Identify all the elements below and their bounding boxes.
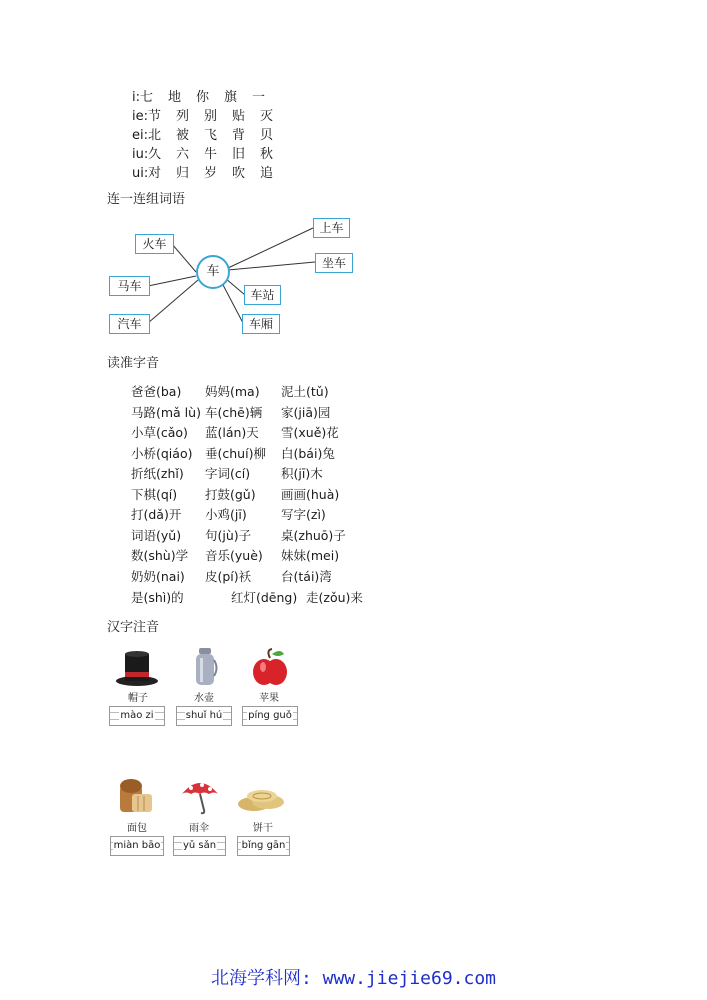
read-item: 雪(xuě)花 (281, 425, 339, 440)
item-name: 雨伞 (189, 823, 209, 834)
biscuit-icon (236, 782, 288, 814)
read-item: 字词(cí) (205, 466, 251, 481)
item-name: 面包 (127, 823, 147, 834)
word-box-right-1[interactable]: 上车 (313, 218, 350, 238)
connect-lines (0, 0, 707, 360)
vowel-row-ie: ie:节 列 别 贴 灭 (132, 109, 274, 124)
word-box-left-1[interactable]: 火车 (135, 234, 174, 254)
read-item: 画画(huà) (281, 487, 340, 502)
read-item: 小草(cǎo) (131, 425, 188, 440)
item-name: 帽子 (128, 693, 148, 704)
word-box-right-4[interactable]: 车厢 (242, 314, 280, 334)
read-item: 下棋(qí) (131, 487, 178, 502)
read-item: 小桥(qiáo) (131, 446, 193, 461)
read-item: 积(jī)木 (281, 466, 323, 481)
pinyin-box[interactable]: bǐng gān (237, 836, 290, 856)
word-box-left-2[interactable]: 马车 (109, 276, 150, 296)
pinyin-box[interactable]: píng guǒ (242, 706, 298, 726)
bread-icon (116, 776, 156, 816)
pinyin-box[interactable]: yǔ sǎn (173, 836, 226, 856)
kettle-icon (190, 646, 220, 688)
read-item: 句(jù)子 (205, 528, 252, 543)
vowel-row-iu: iu:久 六 牛 旧 秋 (132, 147, 274, 162)
read-item: 白(bái)兔 (281, 446, 335, 461)
section-title-read: 读准字音 (107, 356, 160, 371)
read-item: 爸爸(ba) (131, 384, 182, 399)
word-box-right-3[interactable]: 车站 (244, 285, 281, 305)
read-item: 车(chē)辆 (205, 405, 263, 420)
pinyin-box[interactable]: miàn bāo (110, 836, 164, 856)
word-box-left-3[interactable]: 汽车 (109, 314, 150, 334)
read-item: 妈妈(ma) (205, 384, 260, 399)
read-item: 词语(yǔ) (131, 528, 182, 543)
read-item: 马路(mǎ lù) (131, 405, 201, 420)
read-item: 皮(pí)袄 (205, 569, 252, 584)
read-item: 写字(zì) (281, 507, 326, 522)
read-item: 台(tái)湾 (281, 569, 332, 584)
word-box-right-2[interactable]: 坐车 (315, 253, 353, 273)
pinyin-box[interactable]: shuǐ hú (176, 706, 232, 726)
pinyin-box[interactable]: mào zi (109, 706, 165, 726)
read-item: 数(shù)学 (131, 548, 189, 563)
item-name: 饼干 (253, 823, 273, 834)
hat-icon (114, 648, 160, 688)
section-title-connect: 连一连组词语 (107, 192, 186, 207)
umbrella-icon (180, 776, 220, 818)
read-item: 桌(zhuō)子 (281, 528, 346, 543)
read-item: 奶奶(nai) (131, 569, 185, 584)
vowel-row-ei: ei:北 被 飞 背 贝 (132, 128, 274, 143)
read-item: 音乐(yuè) (205, 548, 263, 563)
item-name: 苹果 (259, 693, 279, 704)
read-item: 走(zǒu)来 (306, 590, 363, 605)
read-item: 是(shì)的 (131, 590, 184, 605)
vowel-row-ui: ui:对 归 岁 吹 追 (132, 166, 274, 181)
apple-icon (252, 648, 288, 688)
item-name: 水壶 (194, 693, 214, 704)
section-title-pinyin: 汉字注音 (107, 620, 160, 635)
read-item: 妹妹(mei) (281, 548, 340, 563)
read-item: 家(jiā)园 (281, 405, 331, 420)
read-item: 打(dǎ)开 (131, 507, 182, 522)
read-item: 打鼓(gǔ) (205, 487, 256, 502)
read-item: 垂(chuí)柳 (205, 446, 266, 461)
center-char-circle[interactable]: 车 (196, 255, 230, 289)
read-item: 蓝(lán)天 (205, 425, 259, 440)
read-item: 折纸(zhǐ) (131, 466, 184, 481)
footer-watermark[interactable]: 北海学科网: www.jiejie69.com (210, 968, 497, 989)
read-item: 小鸡(jī) (205, 507, 247, 522)
read-item: 泥土(tǔ) (281, 384, 329, 399)
vowel-row-i: i:七 地 你 旗 一 (132, 90, 266, 105)
read-item: 红灯(dēng) (231, 590, 298, 605)
